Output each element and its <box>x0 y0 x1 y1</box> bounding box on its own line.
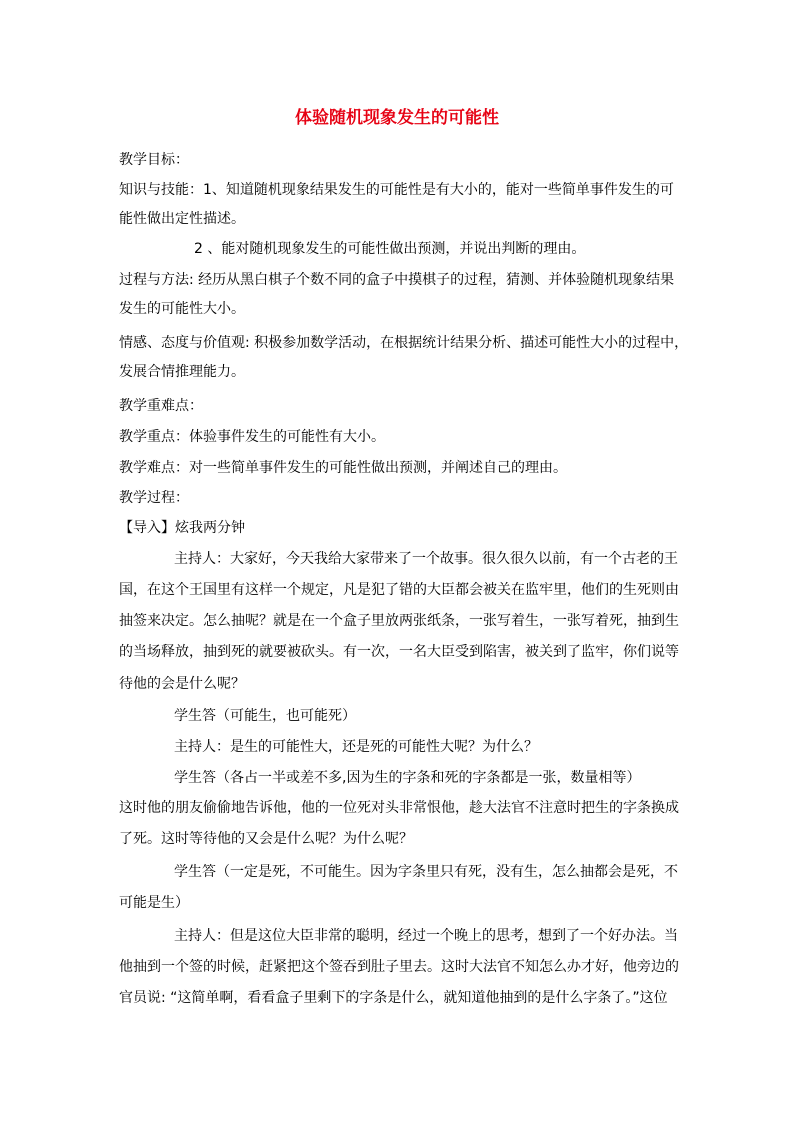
paragraph-line: 了死。这时等待他的又会是什么呢？为什么呢？ <box>119 831 413 847</box>
section-heading-key-points: 教学重难点： <box>119 398 203 414</box>
paragraph-line: 发展合情推理能力。 <box>119 364 245 380</box>
paragraph-line: 主持人：但是这位大臣非常的聪明，经过一个晚上的思考，想到了一个好办法。当 <box>174 928 678 944</box>
section-heading-process: 教学过程： <box>119 490 189 506</box>
paragraph-line: 知识与技能：1、知道随机现象结果发生的可能性是有大小的，能对一些简单事件发生的可 <box>119 182 674 198</box>
paragraph-line: 主持人：是生的可能性大，还是死的可能性大呢？为什么？ <box>174 739 538 755</box>
paragraph-line: 教学难点：对一些简单事件发生的可能性做出预测，并阐述自己的理由。 <box>119 460 567 476</box>
section-heading-objectives: 教学目标： <box>119 152 189 168</box>
paragraph-line: 学生答（各占一半或差不多,因为生的字条和死的字条都是一张，数量相等） <box>174 770 641 786</box>
paragraph-line: 的当场释放，抽到死的就要被砍头。有一次，一名大臣受到陷害，被关到了监牢，你们说等 <box>119 644 679 660</box>
paragraph-line: 学生答（可能生，也可能死） <box>174 708 356 724</box>
paragraph-line: 主持人：大家好，今天我给大家带来了一个故事。很久很久以前，有一个古老的王 <box>174 551 678 567</box>
paragraph-line: 发生的可能性大小。 <box>119 301 245 317</box>
paragraph-line: 过程与方法: 经历从黑白棋子个数不同的盒子中摸棋子的过程，猜测、并体验随机现象结果 <box>119 272 675 288</box>
paragraph-line: 这时他的朋友偷偷地告诉他，他的一位死对头非常恨他，趁大法官不注意时把生的字条换成 <box>119 800 679 816</box>
paragraph-line: 抽签来决定。怎么抽呢？就是在一个盒子里放两张纸条，一张写着生，一张写着死，抽到生 <box>119 613 679 629</box>
section-heading-intro: 【导入】炫我两分钟 <box>119 520 245 536</box>
paragraph-line: 国，在这个王国里有这样一个规定，凡是犯了错的大臣都会被关在监牢里，他们的生死则由 <box>119 582 679 598</box>
paragraph-line: 2 、能对随机现象发生的可能性做出预测，并说出判断的理由。 <box>194 241 586 257</box>
paragraph-line: 能性做出定性描述。 <box>119 211 245 227</box>
paragraph-line: 官员说: “这简单啊，看看盒子里剩下的字条是什么，就知道他抽到的是什么字条了。”这位 <box>119 990 668 1006</box>
paragraph-line: 可能是生） <box>119 895 189 911</box>
paragraph-line: 待他的会是什么呢？ <box>119 676 245 692</box>
paragraph-line: 他抽到一个签的时候，赶紧把这个签吞到肚子里去。这时大法官不知怎么办才好，他旁边的 <box>119 959 679 975</box>
paragraph-line: 教学重点：体验事件发生的可能性有大小。 <box>119 429 385 445</box>
paragraph-line: 学生答（一定是死，不可能生。因为字条里只有死，没有生，怎么抽都会是死，不 <box>174 864 678 880</box>
paragraph-line: 情感、态度与价值观: 积极参加数学活动，在根据统计结果分析、描述可能性大小的过程中， <box>119 335 689 351</box>
document-title: 体验随机现象发生的可能性 <box>295 108 499 128</box>
